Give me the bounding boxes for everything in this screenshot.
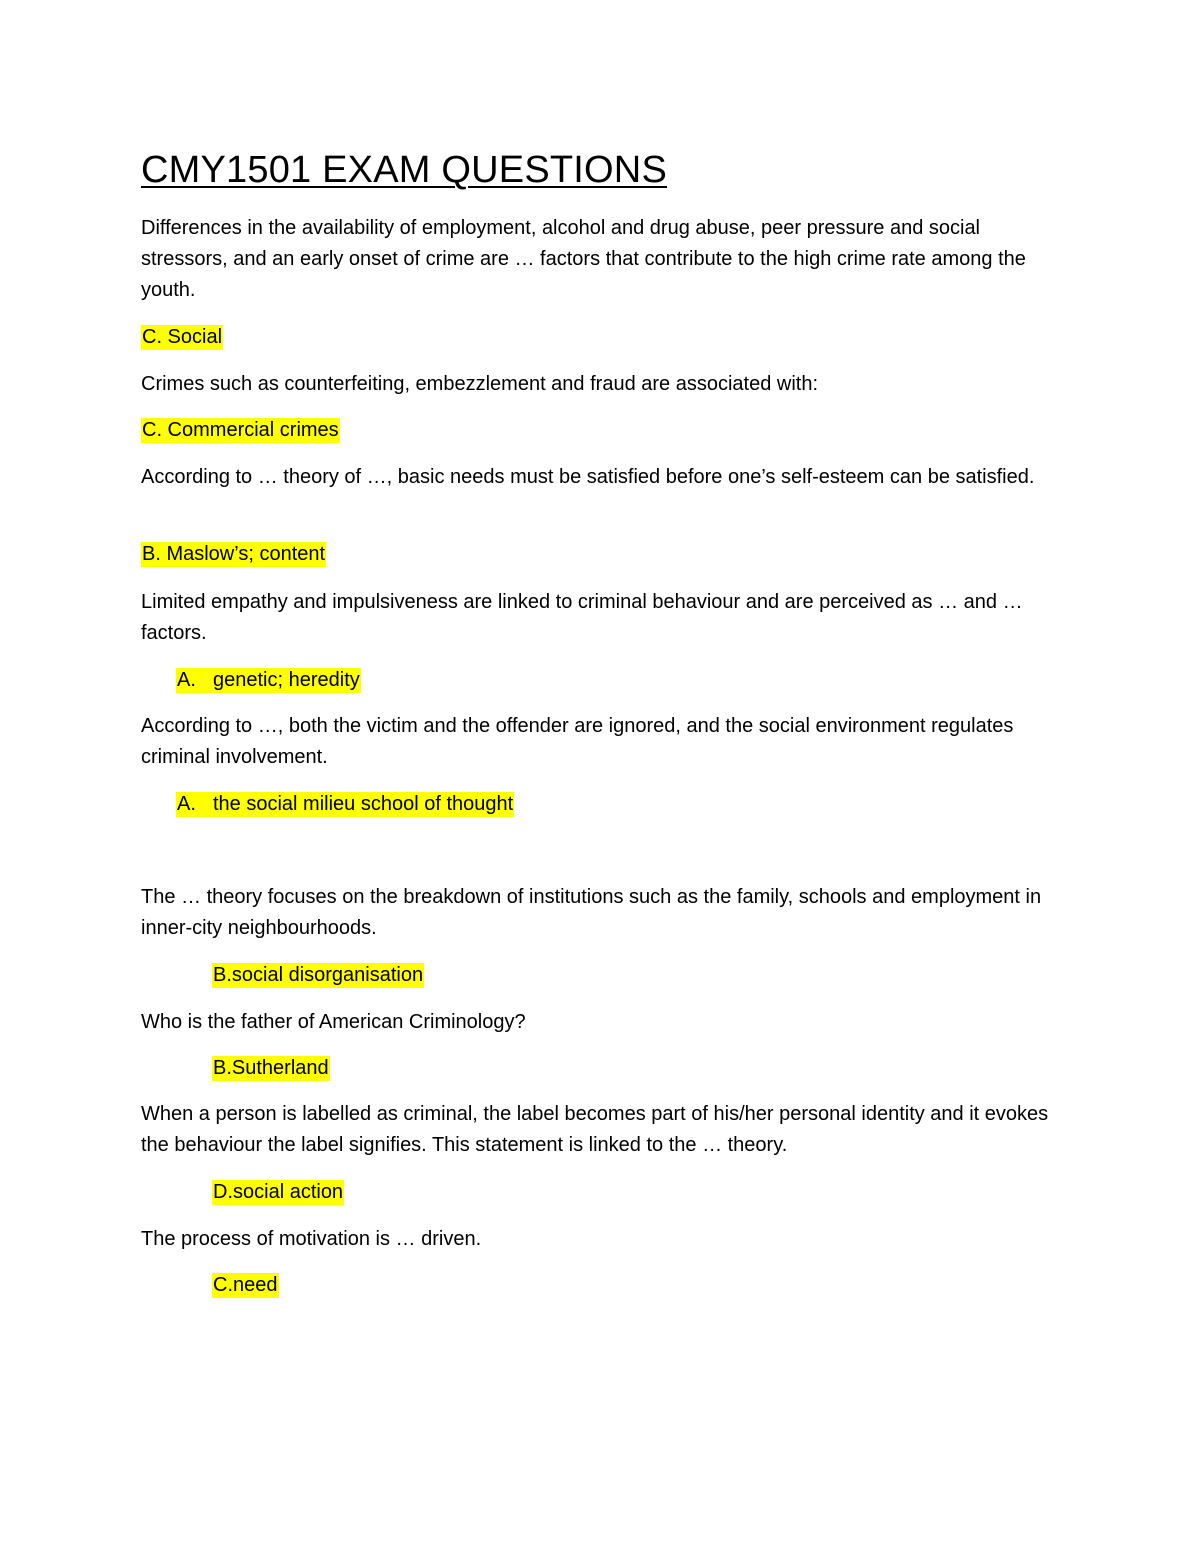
answer-7-text: B.Sutherland [213, 1057, 329, 1079]
answer-5-highlight [176, 792, 514, 817]
answer-2 [141, 416, 340, 444]
answer-1 [141, 323, 223, 351]
question-8: When a person is labelled as criminal, the label becomes part of his/her personal identity and it evokes the behaviour the label signifies. This statement is linked to the … theory. [141, 1103, 1049, 1156]
question-4: Limited empathy and impulsiveness are linked to criminal behaviour and are perceived as … and … factors. [141, 591, 1023, 644]
question-7: Who is the father of American Criminology? [141, 1011, 526, 1033]
document-title: CMY1501 EXAM QUESTIONS [141, 149, 667, 191]
answer-5 [176, 790, 514, 818]
question-2: Crimes such as counterfeiting, embezzlement and fraud are associated with: [141, 373, 819, 395]
question-9: The process of motivation is … driven. [141, 1228, 482, 1250]
answer-4-highlight [176, 668, 361, 693]
answer-6-text: B.social disorganisation [213, 964, 424, 986]
question-3: According to … theory of …, basic needs must be satisfied before one’s self-esteem can be satisfied. [141, 466, 1035, 488]
answer-4 [176, 666, 361, 694]
answer-8 [212, 1178, 344, 1206]
answer-5-marker: A. [177, 793, 196, 815]
answer-3-text: B. Maslow’s; content [142, 543, 326, 565]
question-6: The … theory focuses on the breakdown of institutions such as the family, schools and employment in inner-city neighbourhoods. [141, 886, 1042, 939]
question-1: Differences in the availability of employment, alcohol and drug abuse, peer pressure and social stressors, and an early onset of crime are … factors that contribute to the high crime rate among the youth. [141, 217, 1026, 301]
answer-4-text: genetic; heredity [213, 669, 360, 691]
answer-1-text: C. Social [142, 326, 223, 348]
answer-9-text: C.need [213, 1274, 278, 1296]
answer-2-text: C. Commercial crimes [142, 419, 339, 441]
answer-4-marker: A. [177, 669, 196, 691]
answer-3 [141, 540, 326, 568]
question-5: According to …, both the victim and the offender are ignored, and the social environment regulates criminal involvement. [141, 715, 1014, 768]
answer-7 [212, 1054, 330, 1082]
answer-6 [212, 961, 424, 989]
answer-5-text: the social milieu school of thought [213, 793, 514, 815]
answer-9 [212, 1271, 279, 1299]
answer-8-text: D.social action [213, 1181, 344, 1203]
